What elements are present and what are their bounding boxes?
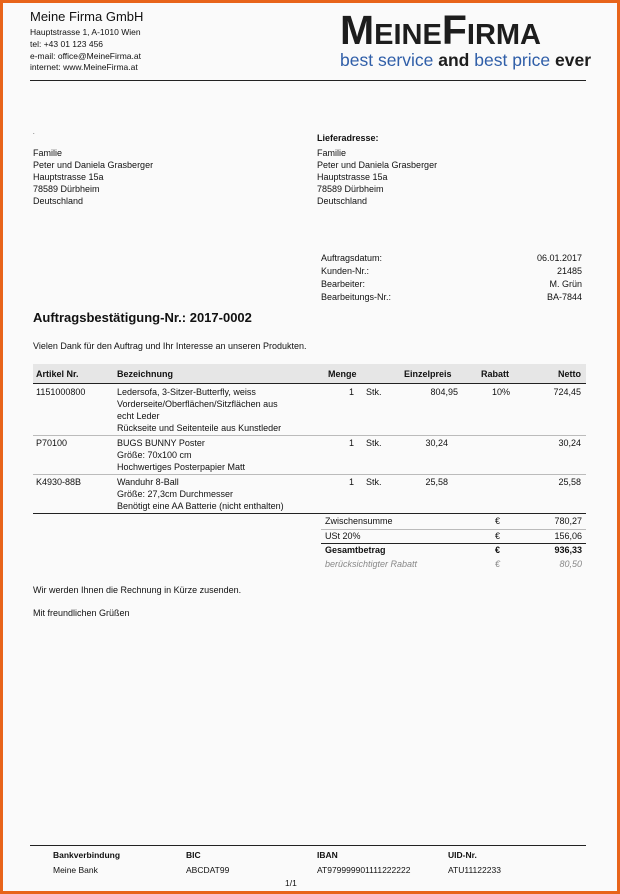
delivery-line: 78589 Dürbheim — [317, 184, 384, 194]
row-desc: Ledersofa, 3-Sitzer-Butterfly, weiss — [117, 387, 256, 397]
uid-value: ATU11122233 — [448, 865, 501, 875]
address-marker: . — [33, 130, 35, 136]
row-qty: 1 — [349, 477, 355, 487]
row-net: 724,45 — [553, 387, 581, 397]
row-desc: Größe: 70x100 cm — [117, 450, 192, 460]
row-price: 25,58 — [425, 477, 448, 487]
intro-text: Vielen Dank für den Auftrag und Ihr Interesse an unseren Produkten. — [33, 341, 307, 351]
row-desc: echt Leder — [117, 411, 160, 421]
company-slogan: best service and best price ever — [340, 50, 592, 70]
col-quantity: Menge — [328, 369, 357, 379]
bank-value: Meine Bank — [53, 865, 98, 875]
row-divider — [33, 474, 586, 475]
table-header-line — [33, 383, 586, 384]
row-unit: Stk. — [366, 438, 382, 448]
col-net: Netto — [558, 369, 581, 379]
row-net: 30,24 — [558, 438, 581, 448]
totals-divider — [321, 543, 586, 544]
totals-divider — [321, 529, 586, 530]
row-desc: Größe: 27,3cm Durchmesser — [117, 489, 234, 499]
iban-label: IBAN — [317, 850, 338, 860]
delivery-label: Lieferadresse: — [317, 133, 379, 143]
row-desc: Vorderseite/Oberflächen/Sitzflächen aus — [117, 399, 278, 409]
row-divider — [33, 435, 586, 436]
row-desc: Benötigt eine AA Batterie (nicht enthalten) — [117, 501, 284, 511]
row-discount: 10% — [492, 387, 511, 397]
company-name: Meine Firma GmbH — [30, 9, 144, 24]
row-unit: Stk. — [366, 477, 382, 487]
company-website: internet: www.MeineFirma.at — [30, 62, 138, 72]
billing-line: Hauptstrasse 15a — [33, 172, 104, 182]
row-article: 1151000800 — [36, 387, 86, 397]
row-net: 25,58 — [558, 477, 581, 487]
billing-line: 78589 Dürbheim — [33, 184, 100, 194]
meta-order-date: Auftragsdatum: 06.01.2017 — [321, 253, 582, 263]
delivery-line: Deutschland — [317, 196, 368, 206]
row-qty: 1 — [349, 438, 355, 448]
row-desc: Rückseite und Seitenteile aus Kunstleder — [117, 423, 282, 433]
delivery-line: Familie — [317, 148, 347, 158]
page-number: 1/1 — [285, 878, 297, 888]
company-address: Hauptstrasse 1, A-1010 Wien — [30, 27, 141, 37]
row-desc: Wanduhr 8-Ball — [117, 477, 179, 487]
meta-customer-no: Kunden-Nr.: 21485 — [321, 266, 582, 276]
delivery-line: Peter und Daniela Grasberger — [317, 160, 438, 170]
footer-divider — [30, 845, 586, 846]
table-end-line — [33, 513, 586, 514]
grand-total-row: Gesamtbetrag € 936,33 — [325, 545, 582, 555]
delivery-line: Hauptstrasse 15a — [317, 172, 388, 182]
meta-processing-no: Bearbeitungs-Nr.: BA-7844 — [321, 292, 582, 302]
row-qty: 1 — [349, 387, 355, 397]
col-discount: Rabatt — [481, 369, 510, 379]
discount-row: berücksichtigter Rabatt € 80,50 — [325, 559, 582, 569]
row-desc: Hochwertiges Posterpapier Matt — [117, 462, 246, 472]
vat-row: USt 20% € 156,06 — [325, 531, 582, 541]
row-unit: Stk. — [366, 387, 382, 397]
company-phone: tel: +43 01 123 456 — [30, 39, 104, 49]
closing-greeting: Mit freundlichen Grüßen — [33, 608, 130, 618]
closing-text: Wir werden Ihnen die Rechnung in Kürze zusenden. — [33, 585, 242, 595]
uid-label: UID-Nr. — [448, 850, 477, 860]
col-unit-price: Einzelpreis — [404, 369, 452, 379]
row-article: P70100 — [36, 438, 68, 448]
bic-value: ABCDAT99 — [186, 865, 230, 875]
subtotal-row: Zwischensumme € 780,27 — [325, 516, 582, 526]
billing-line: Deutschland — [33, 196, 84, 206]
billing-line: Familie — [33, 148, 63, 158]
iban-value: AT979999901111222222 — [317, 865, 411, 875]
row-article: K4930-88B — [36, 477, 82, 487]
col-article: Artikel Nr. — [36, 369, 79, 379]
row-price: 804,95 — [430, 387, 458, 397]
col-description: Bezeichnung — [117, 369, 174, 379]
row-desc: BUGS BUNNY Poster — [117, 438, 205, 448]
bic-label: BIC — [186, 850, 201, 860]
billing-line: Peter und Daniela Grasberger — [33, 160, 154, 170]
row-price: 30,24 — [425, 438, 448, 448]
document-title: Auftragsbestätigung-Nr.: 2017-0002 — [33, 310, 252, 325]
company-logo: MEINEFIRMA — [340, 7, 541, 53]
document-page — [3, 3, 617, 891]
company-email: e-mail: office@MeineFirma.at — [30, 51, 141, 61]
meta-clerk: Bearbeiter: M. Grün — [321, 279, 582, 289]
header-divider — [30, 80, 586, 81]
bank-label: Bankverbindung — [53, 850, 121, 860]
